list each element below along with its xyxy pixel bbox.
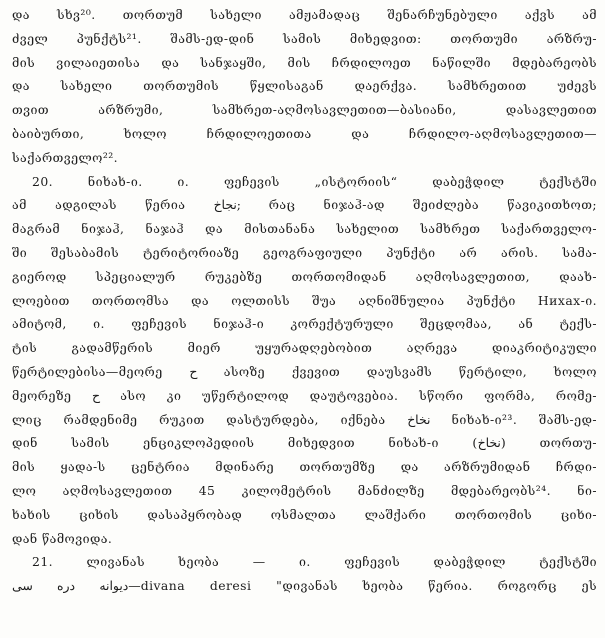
text-line: ამიტომ, ი. ფეჩევის ნიჯაჰ-ი კორექტურული შეცდომაა, ან ტექს-: [12, 316, 597, 332]
text-line: ديوانه دره سى—divana deresi "დივანას ხეობა წერია. როგორც ეს: [12, 578, 597, 594]
text-line: ლოებით თორთომსა და ოლთისს შუა აღნიშნულია პუნქტი Нихах-ი.: [12, 292, 597, 308]
text-line: ლო აღმოსავლეთით 45 კილომეტრის მანძილზე მდებარეობს²⁴. ნი-: [12, 482, 597, 498]
text-line: მის ვილაიეთისა და სანჯაყში, მის ჩრდილოეთ ნაწილში მდებარეობს: [12, 54, 597, 70]
text-line: 21. ლივანას ხეობა — ი. ფეჩევის დაბეჭდილ ტექსტში: [32, 554, 597, 570]
text-line: საქართველო²².: [12, 149, 119, 165]
text-line: მაგრამ ნიჯაჰ, ნაჯაჰ და მისთანანა სახელით სამხრეთ საქართველო-: [12, 221, 597, 237]
text-line: დან წამოვიდა.: [12, 530, 113, 546]
text-line: ამ ადგილას წერია نجاخ; რაც ნიჯაჰ-ად შეიძლება წავიკითხოთ;: [12, 197, 597, 213]
text-line: ში შესაბამის ტერიტორიაზე გეოგრაფიული პუნქტი არ არის. სამა-: [12, 244, 597, 260]
text-line: 20. ნიხახ-ი. ი. ფეჩევის „ისტორიის“ დაბეჭდილ ტექსტში: [32, 173, 597, 189]
text-line: მის ყადა-ს ცენტრია მდინარე თორთუმზე და არზრუმიდან ჩრდი-: [12, 459, 597, 475]
text-line: მეორეზე ح ასო კი უწერტილოდ დაუტოვებია. სწორი ფორმა, რომე-: [12, 387, 597, 403]
text-line: და სახელი თორთუმის წყლისაგან დაერქვა. სამხრეთით უძევს: [12, 78, 597, 94]
text-line: გიეროდ სპეციალურ რუკებზე თორთომიდან აღმოსავლეთით, დაახ-: [12, 268, 597, 284]
text-line: წერტილებისა—მეორე ح ასოზე ქვევით დაუსვამს წერტილი, ხოლო: [12, 363, 597, 379]
text-line: ლიც რამდენიმე რუკით დასტურდება, იქნება نخاخ ნიხახ-ი²³. შამს-ედ-: [12, 411, 597, 427]
text-line: ტის გადამწერის მიერ უყურადღებობით აღრევა დიაკრიტიკული: [12, 340, 597, 356]
text-body: [12, 3, 597, 598]
text-line: ძველ პუნქტს²¹. შამს-ედ-დინ სამის მიხედვით: თორთუმი არზრუ-: [12, 30, 597, 46]
text-line: დინ სამის ენციკლოპედიის მიხედვით ნიხახ-ი (نخاخ) თორთუ-: [12, 435, 597, 451]
text-line: და სხვ²⁰. თორთუმ სახელი ამჟამადაც შენარჩუნებული აქვს ამ: [12, 7, 597, 22]
text-line: თვით არზრუმი, სამხრეთ-აღმოსავლეთით—ბასიანი, დასავლეთით: [12, 102, 597, 118]
text-line: ბაიბურთი, ხოლო ჩრდილოეთითა და ჩრდილო-აღმოსავლეთით—: [12, 125, 597, 141]
text-line: ხახის ციხის დასაპყრობად ოსმალთა ლაშქარი თორთომის ციხი-: [12, 506, 597, 522]
